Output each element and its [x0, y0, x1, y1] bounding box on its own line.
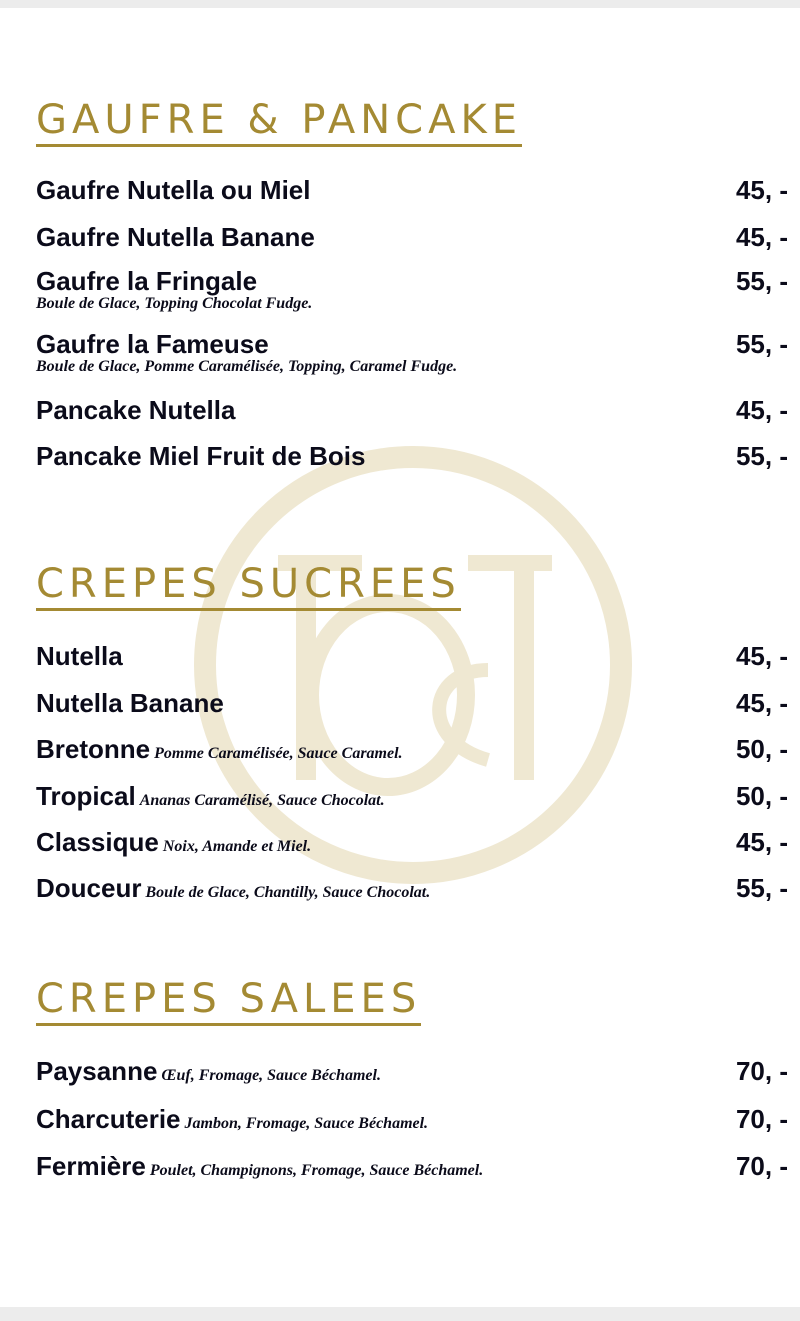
- item-name: Gaufre Nutella ou Miel: [36, 175, 311, 205]
- item-description: Boule de Glace, Topping Chocolat Fudge.: [36, 295, 313, 312]
- item-name: Gaufre Nutella Banane: [36, 222, 315, 252]
- item-price: 70, -: [735, 1151, 788, 1181]
- section-title: GAUFRE & PANCAKE: [36, 98, 522, 147]
- item-price: 50, -: [735, 734, 788, 764]
- menu-item: [36, 732, 800, 779]
- item-description: Œuf, Fromage, Sauce Béchamel.: [161, 1067, 381, 1084]
- item-price: 70, -: [735, 1056, 788, 1086]
- section-crepes-sucrees: [36, 562, 800, 915]
- item-name: Nutella: [36, 641, 123, 671]
- menu-item: [36, 393, 800, 439]
- item-name: Charcuterie: [36, 1104, 181, 1134]
- menu-item: [36, 264, 800, 327]
- item-name: Tropical: [36, 781, 136, 811]
- item-price: 70, -: [735, 1104, 788, 1134]
- menu-item: [36, 439, 800, 483]
- menu-item: [36, 639, 800, 686]
- item-name: Paysanne: [36, 1056, 158, 1086]
- item-description: Pomme Caramélisée, Sauce Caramel.: [154, 745, 403, 762]
- item-price: 45, -: [735, 688, 788, 718]
- item-price: 45, -: [735, 641, 788, 671]
- item-price: 50, -: [735, 781, 788, 811]
- item-price: 55, -: [735, 329, 788, 359]
- item-description: Ananas Caramélisé, Sauce Chocolat.: [139, 792, 385, 809]
- bottom-edge-bar: [0, 1307, 800, 1321]
- item-name: Fermière: [36, 1151, 146, 1181]
- item-description: Poulet, Champignons, Fromage, Sauce Béchamel.: [149, 1162, 484, 1179]
- item-description: Jambon, Fromage, Sauce Béchamel.: [184, 1115, 429, 1132]
- item-price: 55, -: [735, 873, 788, 903]
- menu-item: [36, 327, 800, 393]
- menu-item: [36, 825, 800, 871]
- item-name: Pancake Miel Fruit de Bois: [36, 441, 366, 471]
- menu-item: [36, 871, 800, 915]
- item-description: Boule de Glace, Chantilly, Sauce Chocolat.: [145, 884, 431, 901]
- item-description: Boule de Glace, Pomme Caramélisée, Topping, Caramel Fudge.: [36, 358, 458, 375]
- item-price: 45, -: [735, 175, 788, 205]
- item-description: Noix, Amande et Miel.: [162, 838, 312, 855]
- item-name: Bretonne: [36, 734, 151, 764]
- menu-item: [36, 779, 800, 825]
- item-list: [36, 173, 800, 483]
- item-name: Gaufre la Fringale: [36, 266, 258, 296]
- item-price: 45, -: [735, 827, 788, 857]
- menu-item: [36, 1149, 800, 1195]
- item-name: Gaufre la Fameuse: [36, 329, 269, 359]
- section-gaufre-pancake: [36, 98, 800, 483]
- item-name: Pancake Nutella: [36, 395, 236, 425]
- item-price: 55, -: [735, 266, 788, 296]
- menu-item: [36, 686, 800, 732]
- item-name: Classique: [36, 827, 159, 857]
- section-title: CREPES SUCREES: [36, 562, 461, 611]
- section-crepes-salees: [36, 977, 800, 1195]
- item-list: [36, 639, 800, 915]
- menu-item: [36, 1102, 800, 1149]
- item-price: 45, -: [735, 222, 788, 252]
- menu-item: [36, 173, 800, 220]
- item-name: Douceur: [36, 873, 142, 903]
- item-name: Nutella Banane: [36, 688, 224, 718]
- item-price: 45, -: [735, 395, 788, 425]
- item-price: 55, -: [735, 441, 788, 471]
- menu-item: [36, 1054, 800, 1102]
- top-edge-bar: [0, 0, 800, 8]
- menu-item: [36, 220, 800, 264]
- item-list: [36, 1054, 800, 1195]
- section-title: CREPES SALEES: [36, 977, 421, 1026]
